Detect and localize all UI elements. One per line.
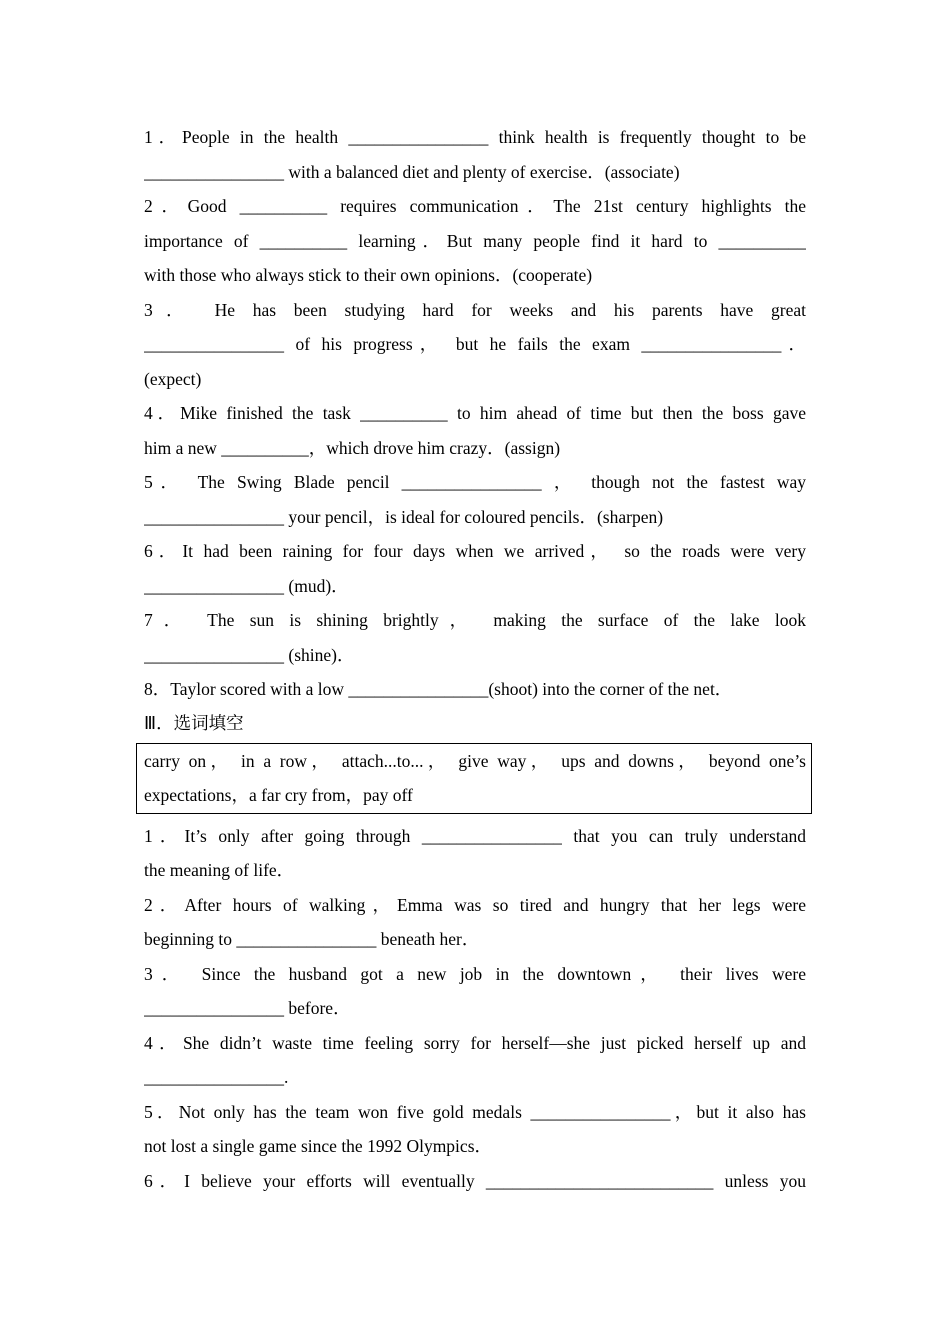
question-line: ________________ (mud)．: [144, 575, 349, 596]
question-line: 1．People in the health ________________ think health is frequently thought to be: [144, 127, 806, 147]
exercise-content: [144, 120, 806, 1198]
question-line: 2．Good __________ requires communication．The 21st century highlights the: [144, 196, 806, 216]
question: [144, 1026, 806, 1095]
question-line: 3． He has been studying hard for weeks and his parents have great: [144, 299, 806, 320]
question: [144, 120, 806, 189]
question-line: 2．After hours of walking，Emma was so tired and hungry that her legs were: [144, 894, 806, 915]
question: [144, 189, 806, 293]
word-form-exercise: [144, 120, 806, 707]
word-bank-line: carry on， in a row， attach...to...， give way， ups and downs， beyond one’s: [144, 750, 806, 771]
question-line: beginning to ________________ beneath her．: [144, 929, 480, 949]
question: [144, 957, 806, 1026]
question-line: ________________ before．: [144, 998, 351, 1018]
question-line: ________________ with a balanced diet and plenty of exercise．(associate): [144, 161, 680, 182]
question: [144, 396, 806, 465]
question-line: ________________ (shine)．: [144, 644, 355, 665]
question-line: the meaning of life．: [144, 860, 295, 880]
question-line: 3． Since the husband got a new job in the downtown， their lives were: [144, 963, 806, 984]
question-line: 5．Not only has the team won five gold medals ________________，but it also has: [144, 1101, 806, 1122]
question-line: him a new __________，which drove him crazy．(assign): [144, 437, 561, 458]
question-line: not lost a single game since the 1992 Olympics．: [144, 1136, 493, 1156]
question-line: 1．It’s only after going through ________________ that you can truly understand: [144, 825, 806, 846]
question-line: 4．Mike finished the task __________ to him ahead of time but then the boss gave: [144, 403, 806, 423]
word-bank-line: expectations，a far cry from，pay off: [144, 785, 413, 805]
question: [144, 819, 806, 888]
question-line: 4．She didn’t waste time feeling sorry for herself—she just picked herself up and: [144, 1032, 806, 1053]
question-line: 7． The sun is shining brightly， making the surface of the lake look: [144, 610, 806, 630]
question-line: importance of __________ learning．But many people find it hard to __________: [144, 230, 806, 251]
word-bank-box: [136, 743, 812, 814]
question: [144, 1164, 806, 1199]
question-line: ________________.: [144, 1067, 289, 1087]
question-line: (expect): [144, 368, 202, 389]
question-line: ________________ of his progress， but he fails the exam ________________．: [144, 334, 806, 354]
phrase-fill-exercise: [144, 819, 806, 1199]
section-heading: Ⅲ．选词填空: [144, 713, 244, 734]
question-line: ________________ your pencil，is ideal for coloured pencils．(sharpen): [144, 506, 664, 527]
question: [144, 465, 806, 534]
question-line: with those who always stick to their own opinions．(cooperate): [144, 265, 593, 285]
question-line: 6．I believe your efforts will eventually __________________________ unless you: [144, 1170, 806, 1191]
question: [144, 888, 806, 957]
question-line: 6．It had been raining for four days when we arrived， so the roads were very: [144, 541, 806, 561]
question-line: 5． The Swing Blade pencil ________________ ， though not the fastest way: [144, 472, 806, 492]
question: [144, 603, 806, 672]
question: [144, 293, 806, 397]
question: [144, 672, 806, 707]
question: [144, 534, 806, 603]
question: [144, 1095, 806, 1164]
question-line: 8．Taylor scored with a low ________________(shoot) into the corner of the net．: [144, 679, 733, 699]
